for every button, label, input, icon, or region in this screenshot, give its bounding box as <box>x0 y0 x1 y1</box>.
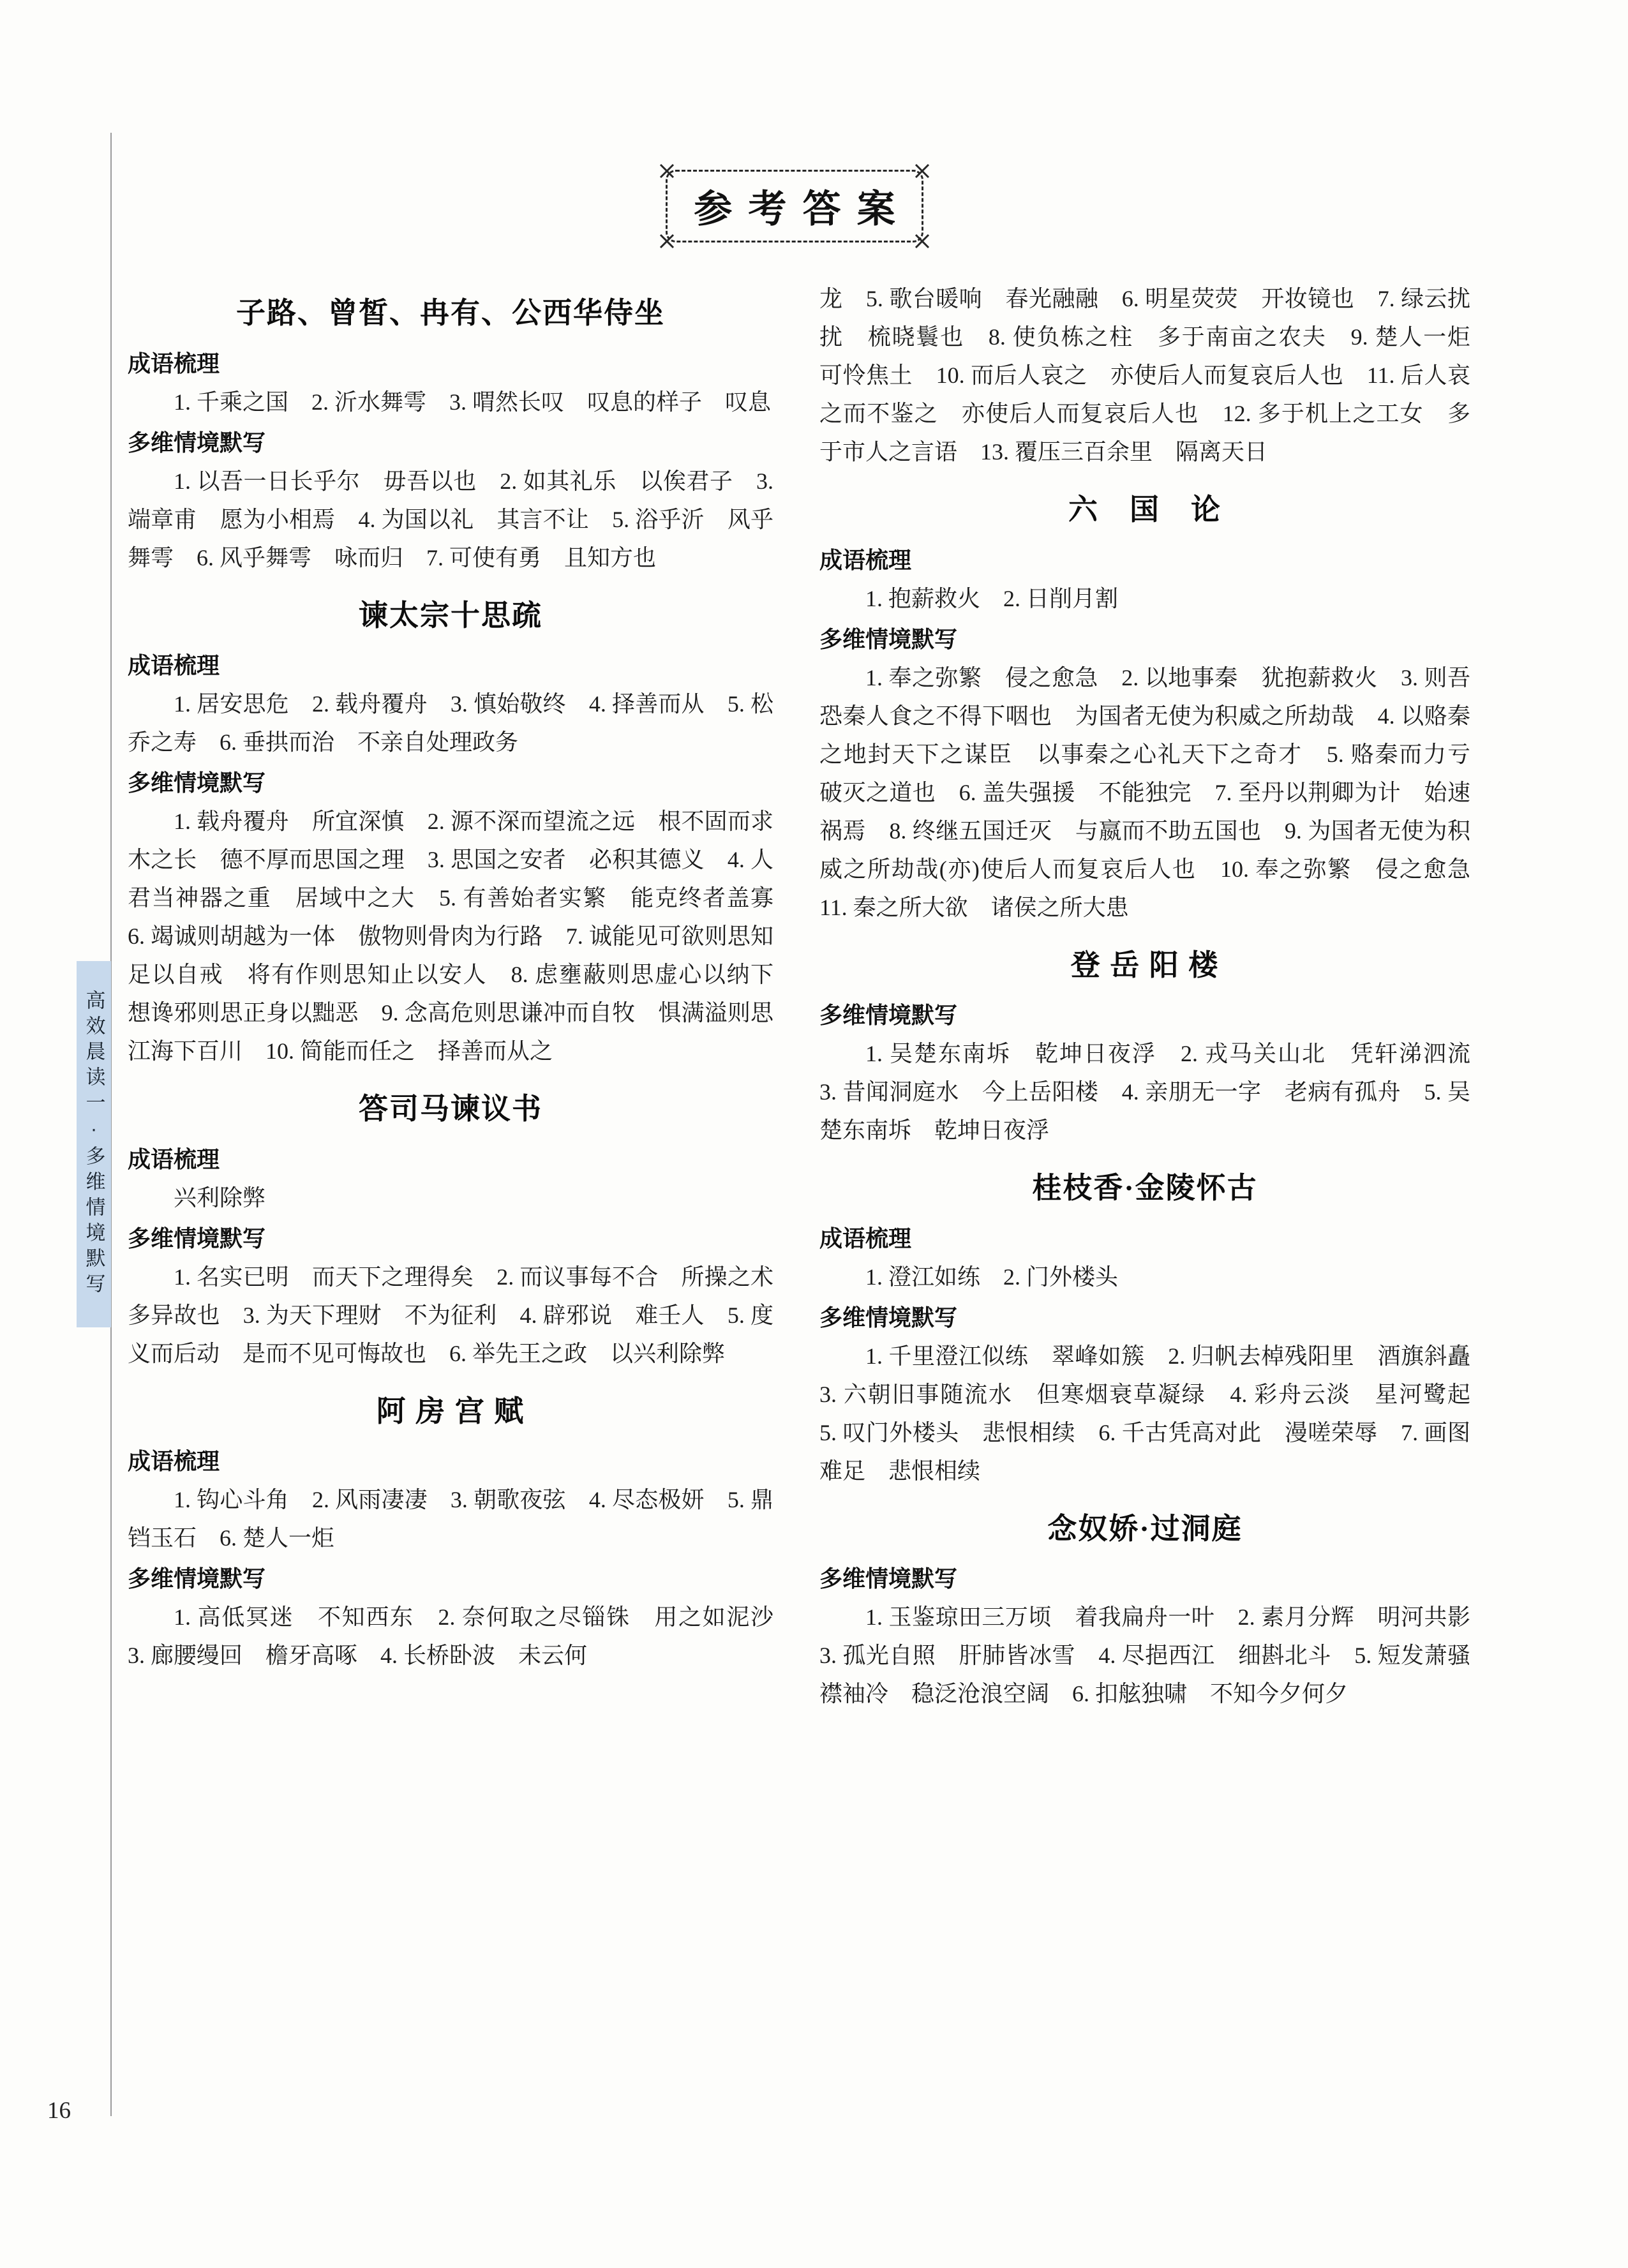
block-label: 多维情境默写 <box>128 770 266 796</box>
answer-paragraph: 1. 澄江如练 2. 门外楼头 <box>865 1264 1119 1290</box>
corner-x-icon <box>658 232 676 250</box>
answer-paragraph: 1. 载舟覆舟 所宜深慎 2. 源不深而望流之远 根不固而求木之长 德不厚而思国之理 3. 思国之安者 必积其德义 4. 人君当神器之重 居域中之大 5. 有善始者实繁 能克终者盖寡 6. 竭诚则胡越为一体 傲物则骨肉为行路 7. 诚能见可欲则思知足以自戒 将有作则思知止以安人 8. 虑壅蔽则思虚心以纳下 想谗邪则思正身以黜恶 9. 念高危则思谦冲而自牧 惧满溢则思江海下百川 10. 简能而任之 择善而从之 <box>128 809 797 1064</box>
block-label: 成语梳理 <box>128 1145 220 1172</box>
answer-paragraph: 1. 居安思危 2. 载舟覆舟 3. 慎始敬终 4. 择善而从 5. 松乔之寿 6. 垂拱而治 不亲自处理政务 <box>128 691 773 755</box>
answers-header <box>666 170 923 242</box>
answer-section <box>819 491 1494 927</box>
block-label: 多维情境默写 <box>128 1225 266 1251</box>
answer-section <box>819 947 1494 1150</box>
sidebar-book-title: 高效晨读一·多维情境默写 <box>82 990 105 1299</box>
answer-section <box>128 295 773 577</box>
answer-paragraph: 1. 奉之弥繁 侵之愈急 2. 以地事秦 犹抱薪救火 3. 则吾恐秦人食之不得下咽也 为国者无使为积威之所劫哉 4. 以赂秦之地封天下之谋臣 以事秦之心礼天下之奇才 5. 赂秦而力亏 破灭之道也 6. 盖失强援 不能独完 7. 至丹以荆卿为计 始速祸焉 8. 终继五国迁灭 与嬴而不助五国也 9. 为国者无使为积威之所劫哉(亦)使后人而复哀后人也 10. 奉之弥繁 侵之愈急 11. 秦之所大欲 诸侯之所大患 <box>819 664 1494 920</box>
answer-paragraph: 兴利除弊 <box>174 1184 266 1211</box>
block-label: 多维情境默写 <box>819 1565 958 1592</box>
block-label: 多维情境默写 <box>128 1565 266 1592</box>
answer-paragraph: 1. 以吾一日长乎尔 毋吾以也 2. 如其礼乐 以俟君子 3. 端章甫 愿为小相焉 4. 为国以礼 其言不让 5. 浴乎沂 风乎舞雩 6. 风乎舞雩 咏而归 7. 可使有勇 且知方也 <box>128 468 773 571</box>
section-title: 念奴娇·过洞庭 <box>1047 1512 1243 1545</box>
block-label: 成语梳理 <box>128 350 220 377</box>
block-label: 多维情境默写 <box>128 429 266 456</box>
answer-paragraph: 1. 钩心斗角 2. 风雨凄凄 3. 朝歌夜弦 4. 尽态极妍 5. 鼎铛玉石 6. 楚人一炬 <box>128 1487 773 1551</box>
answer-section <box>128 1393 797 1675</box>
answer-paragraph: 1. 吴楚东南坼 乾坤日夜浮 2. 戎马关山北 凭轩涕泗流 3. 昔闻洞庭水 今上岳阳楼 4. 亲朋无一字 老病有孤舟 5. 吴楚东南坼 乾坤日夜浮 <box>819 1041 1494 1143</box>
block-label: 多维情境默写 <box>819 625 958 652</box>
corner-x-icon <box>913 232 931 250</box>
block-label: 成语梳理 <box>819 1225 912 1251</box>
answer-paragraph: 1. 名实已明 而天下之理得矣 2. 而议事每不合 所操之术多异故也 3. 为天下理财 不为征利 4. 辟邪说 难壬人 5. 度义而后动 是而不见可悔故也 6. 举先王之政 以兴利除弊 <box>128 1264 773 1366</box>
block-label: 多维情境默写 <box>819 1304 958 1331</box>
answer-section <box>128 597 797 1071</box>
answer-paragraph: 1. 千乘之国 2. 沂水舞雩 3. 喟然长叹 叹息的样子 叹息 <box>174 389 772 415</box>
section-title: 子路、曾皙、冉有、公西华侍坐 <box>236 297 665 329</box>
answers-column-right <box>819 280 1494 1713</box>
answers-column-left <box>128 295 797 1675</box>
block-label: 成语梳理 <box>128 652 220 678</box>
answer-section <box>819 280 1494 471</box>
section-title: 桂枝香·金陵怀古 <box>1032 1172 1258 1204</box>
block-label: 成语梳理 <box>819 546 912 573</box>
answer-paragraph: 1. 抱薪救火 2. 日削月割 <box>865 585 1119 611</box>
answer-paragraph: 龙 5. 歌台暖响 春光融融 6. 明星荧荧 开妆镜也 7. 绿云扰扰 梳晓鬟也 8. 使负栋之柱 多于南亩之农夫 9. 楚人一炬 可怜焦土 10. 而后人哀之 亦使后人而复哀后人也 11. 后人哀之而不鉴之 亦使后人而复哀后人也 12. 多于机上之工女 多于市人之言语 13. 覆压三百余里 隔离天日 <box>819 286 1494 465</box>
section-title: 阿 房 宫 赋 <box>376 1394 525 1428</box>
answer-section <box>819 1170 1494 1490</box>
page-title: 参考答案 <box>694 188 911 230</box>
answer-paragraph: 1. 高低冥迷 不知西东 2. 奈何取之尽锱铢 用之如泥沙 3. 廊腰缦回 檐牙高啄 4. 长桥卧波 未云何 <box>128 1604 797 1668</box>
section-title: 登 岳 阳 楼 <box>1070 948 1220 981</box>
block-label: 成语梳理 <box>128 1448 220 1474</box>
section-title: 六 国 论 <box>1068 493 1221 526</box>
answer-section <box>128 1091 773 1373</box>
section-title: 答司马谏议书 <box>359 1093 542 1125</box>
answer-section <box>819 1511 1494 1713</box>
corner-x-icon <box>658 162 676 180</box>
page-number: 16 <box>47 2098 71 2124</box>
block-label: 多维情境默写 <box>819 1002 958 1028</box>
answer-paragraph: 1. 玉鉴琼田三万顷 着我扁舟一叶 2. 素月分辉 明河共影 3. 孤光自照 肝肺皆冰雪 4. 尽挹西江 细斟北斗 5. 短发萧骚襟袖冷 稳泛沧浪空阔 6. 扣舷独啸 不知今夕何夕 <box>819 1604 1494 1706</box>
sidebar-banner <box>77 961 111 1327</box>
section-title: 谏太宗十思疏 <box>359 599 542 632</box>
corner-x-icon <box>913 162 931 180</box>
answer-paragraph: 1. 千里澄江似练 翠峰如簇 2. 归帆去棹残阳里 酒旗斜矗 3. 六朝旧事随流水 但寒烟衰草凝绿 4. 彩舟云淡 星河鹭起 5. 叹门外楼头 悲恨相续 6. 千古凭高对此 漫嗟荣辱 7. 画图难足 悲恨相续 <box>819 1343 1494 1484</box>
